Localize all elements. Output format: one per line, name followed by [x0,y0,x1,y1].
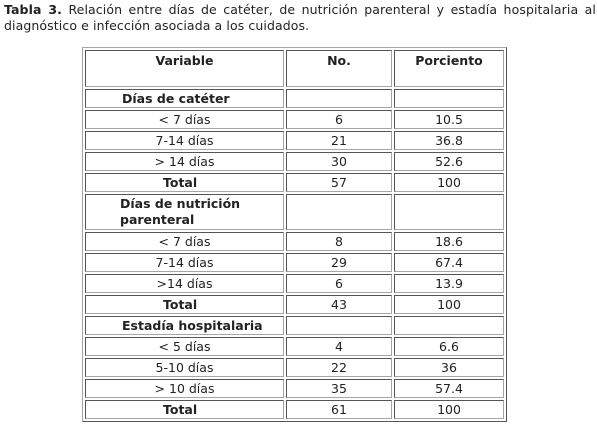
cell-variable: < 7 días [85,232,284,251]
header-percent: Porciento [394,50,504,87]
cell-number: 6 [286,274,392,293]
cell-number: 61 [286,400,392,419]
total-row [85,295,504,314]
total-label: Total [85,295,284,314]
cell-percent [394,89,504,108]
cell-variable: >14 días [85,274,284,293]
cell-number: 29 [286,253,392,272]
cell-variable: > 14 días [85,152,284,171]
header-number: No. [286,50,392,87]
cell-variable: 5-10 días [85,358,284,377]
table-row [85,232,504,251]
total-label: Total [85,173,284,192]
total-row [85,173,504,192]
caption-text: Relación entre días de catéter, de nutrición parenteral y estadía hospitalaria al diagnóstico e infección asociada a los cuidados. [4,2,596,33]
caption-label: Tabla 3. [4,2,62,17]
header-row [85,50,504,87]
cell-percent [394,194,504,230]
cell-percent: 13.9 [394,274,504,293]
cell-percent: 10.5 [394,110,504,129]
cell-number: 35 [286,379,392,398]
cell-percent: 100 [394,400,504,419]
cell-variable: < 7 días [85,110,284,129]
table-row [85,274,504,293]
cell-variable: < 5 días [85,337,284,356]
cell-percent: 67.4 [394,253,504,272]
cell-number: 4 [286,337,392,356]
cell-percent: 100 [394,173,504,192]
table-caption [4,2,596,34]
table-row [85,152,504,171]
cell-number: 30 [286,152,392,171]
cell-percent: 57.4 [394,379,504,398]
group-label: Días de catéter [85,89,284,108]
table-body [85,50,504,419]
header-variable: Variable [85,50,284,87]
cell-percent: 52.6 [394,152,504,171]
cell-variable: 7-14 días [85,253,284,272]
cell-percent: 18.6 [394,232,504,251]
group-label: Estadía hospitalaria [85,316,284,335]
cell-number [286,194,392,230]
cell-percent: 100 [394,295,504,314]
total-label: Total [85,400,284,419]
cell-number: 6 [286,110,392,129]
cell-number [286,89,392,108]
cell-number: 43 [286,295,392,314]
cell-number: 8 [286,232,392,251]
total-row [85,400,504,419]
cell-number [286,316,392,335]
table-row [85,110,504,129]
table-row [85,253,504,272]
cell-percent: 6.6 [394,337,504,356]
table-row [85,337,504,356]
table-row [85,131,504,150]
group-label: Días de nutrición parenteral [85,194,284,230]
cell-number: 22 [286,358,392,377]
cell-variable: 7-14 días [85,131,284,150]
table-row [85,358,504,377]
data-table [82,47,507,422]
table-row [85,379,504,398]
cell-variable: > 10 días [85,379,284,398]
group-row [85,194,504,230]
cell-number: 57 [286,173,392,192]
group-row [85,316,504,335]
group-row [85,89,504,108]
cell-percent [394,316,504,335]
cell-percent: 36 [394,358,504,377]
cell-number: 21 [286,131,392,150]
cell-percent: 36.8 [394,131,504,150]
